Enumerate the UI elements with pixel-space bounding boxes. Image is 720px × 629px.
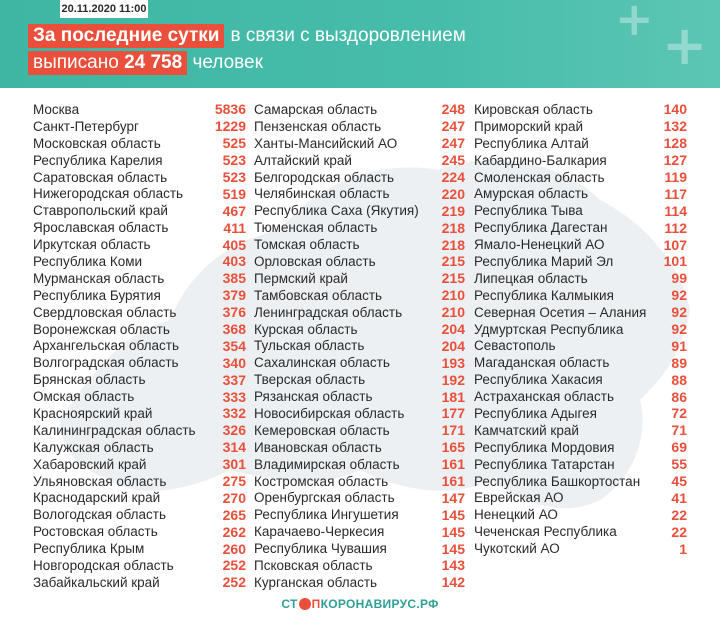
region-name: Республика Адыгея	[474, 405, 597, 421]
region-row	[474, 388, 687, 405]
region-count: 219	[441, 202, 465, 219]
region-row	[474, 422, 687, 439]
region-name: Республика Крым	[33, 541, 145, 557]
region-name: Республика Дагестан	[474, 220, 608, 236]
region-row	[254, 523, 465, 540]
region-count: 99	[671, 270, 687, 287]
footer-logo	[0, 597, 720, 611]
region-count: 55	[671, 456, 687, 473]
region-name: Новосибирская область	[254, 405, 405, 421]
region-row	[33, 101, 246, 118]
region-count: 92	[671, 287, 687, 304]
region-count: 248	[441, 101, 465, 118]
region-count: 1	[679, 540, 687, 557]
region-row	[254, 185, 465, 202]
region-row	[254, 321, 465, 338]
region-count: 204	[441, 337, 465, 354]
region-name: Брянская область	[33, 372, 146, 388]
region-name: Московская область	[33, 135, 161, 151]
region-row	[33, 321, 246, 338]
region-count: 204	[441, 321, 465, 338]
region-row	[474, 304, 687, 321]
region-name: Забайкальский край	[33, 574, 160, 590]
region-name: Кемеровская область	[254, 422, 390, 438]
region-row	[474, 540, 687, 557]
region-name: Курганская область	[254, 574, 378, 590]
region-count: 262	[222, 523, 246, 540]
region-name: Смоленская область	[474, 169, 605, 185]
medical-cross-icon: +	[615, 0, 654, 46]
region-row	[33, 388, 246, 405]
region-count: 71	[671, 422, 687, 439]
region-row	[33, 185, 246, 202]
region-row	[33, 304, 246, 321]
region-count: 145	[441, 523, 465, 540]
region-row	[254, 574, 465, 591]
region-name: Республика Марий Эл	[474, 253, 614, 269]
region-count: 220	[441, 185, 465, 202]
region-name: Пермский край	[254, 270, 348, 286]
region-row	[33, 135, 246, 152]
region-row	[474, 354, 687, 371]
region-count: 260	[222, 540, 246, 557]
region-row	[254, 489, 465, 506]
region-name: Омская область	[33, 389, 135, 405]
region-name: Иркутская область	[33, 237, 151, 253]
region-count: 218	[441, 236, 465, 253]
region-count: 224	[441, 169, 465, 185]
region-row	[474, 101, 687, 118]
region-row	[33, 540, 246, 557]
region-count: 101	[663, 253, 687, 270]
region-name: Республика Саха (Якутия)	[254, 203, 419, 219]
region-row	[33, 506, 246, 523]
region-count: 405	[222, 236, 246, 253]
discharged-unit: человек	[192, 52, 263, 73]
region-count: 171	[441, 422, 465, 439]
region-count: 107	[663, 236, 687, 253]
region-name: Республика Ингушетия	[254, 507, 399, 523]
region-row	[254, 118, 465, 135]
region-count: 112	[664, 219, 687, 236]
region-count: 114	[664, 202, 687, 219]
region-count: 340	[222, 354, 246, 371]
region-row	[474, 236, 687, 253]
region-name: Оренбургская область	[254, 490, 395, 506]
region-name: Республика Татарстан	[474, 456, 615, 472]
regions-column-2	[254, 101, 465, 591]
region-row	[254, 388, 465, 405]
region-row	[254, 236, 465, 253]
region-name: Северная Осетия – Алания	[474, 304, 647, 320]
region-name: Пензенская область	[254, 118, 382, 134]
region-name: Ненецкий АО	[474, 507, 558, 523]
region-count: 265	[222, 506, 246, 523]
region-name: Краснодарский край	[33, 490, 161, 506]
region-count: 140	[663, 101, 687, 118]
region-name: Кировская область	[474, 101, 593, 117]
region-count: 92	[671, 304, 687, 321]
region-row	[33, 337, 246, 354]
region-row	[474, 321, 687, 338]
region-name: Сахалинская область	[254, 355, 390, 371]
region-count: 368	[222, 321, 246, 338]
region-name: Ивановская область	[254, 439, 382, 455]
region-count: 69	[671, 439, 687, 456]
region-count: 145	[441, 540, 465, 557]
region-count: 117	[664, 185, 687, 202]
region-name: Тульская область	[254, 338, 365, 354]
title-highlight: За последние сутки	[28, 24, 224, 48]
region-row	[474, 405, 687, 422]
region-count: 247	[441, 118, 465, 135]
region-count: 119	[664, 169, 687, 185]
region-name: Республика Калмыкия	[474, 287, 614, 303]
region-row	[33, 118, 246, 135]
region-name: Республика Карелия	[33, 152, 163, 168]
region-count: 45	[671, 473, 687, 490]
region-row	[33, 169, 246, 186]
region-count: 86	[671, 388, 687, 405]
region-name: Ярославская область	[33, 220, 169, 236]
region-count: 210	[441, 304, 465, 321]
region-row	[474, 202, 687, 219]
region-row	[254, 405, 465, 422]
region-name: Санкт-Петербург	[33, 118, 139, 134]
region-count: 132	[663, 118, 687, 135]
regions-column-1	[33, 101, 246, 591]
region-name: Ростовская область	[33, 524, 158, 540]
region-name: Республика Коми	[33, 253, 143, 269]
region-count: 411	[223, 219, 246, 236]
region-count: 247	[441, 135, 465, 152]
region-count: 88	[671, 371, 687, 388]
region-row	[254, 270, 465, 287]
region-name: Белгородская область	[254, 169, 395, 185]
region-row	[33, 405, 246, 422]
region-count: 215	[441, 270, 465, 287]
region-count: 215	[441, 253, 465, 270]
region-name: Орловская область	[254, 253, 376, 269]
region-name: Чеченская Республика	[474, 524, 617, 540]
region-count: 192	[441, 371, 465, 388]
region-row	[474, 287, 687, 304]
region-row	[474, 135, 687, 152]
regions-column-3	[474, 101, 687, 557]
region-name: Тамбовская область	[254, 287, 383, 303]
region-row	[33, 287, 246, 304]
region-name: Республика Тыва	[474, 203, 583, 219]
region-name: Саратовская область	[33, 169, 168, 185]
region-count: 326	[222, 422, 246, 439]
region-row	[33, 422, 246, 439]
region-count: 218	[441, 219, 465, 236]
region-row	[474, 489, 687, 506]
region-row	[254, 152, 465, 169]
title-line-1	[28, 24, 466, 48]
region-row	[254, 473, 465, 490]
region-row	[474, 523, 687, 540]
region-name: Чукотский АО	[474, 541, 560, 557]
region-row	[33, 219, 246, 236]
region-row	[474, 439, 687, 456]
region-name: Калининградская область	[33, 422, 196, 438]
region-count: 181	[441, 388, 465, 405]
region-row	[254, 354, 465, 371]
region-row	[474, 456, 687, 473]
region-name: Владимирская область	[254, 456, 400, 472]
region-count: 376	[222, 304, 246, 321]
region-name: Тверская область	[254, 372, 366, 388]
region-count: 22	[671, 523, 687, 540]
region-count: 333	[222, 388, 246, 405]
logo-text-end: КОРОНАВИРУС.РФ	[320, 597, 439, 611]
region-count: 5836	[214, 101, 246, 118]
region-name: Архангельская область	[33, 338, 180, 354]
region-name: Республика Чувашия	[254, 541, 387, 557]
region-count: 354	[222, 337, 246, 354]
region-name: Ульяновская область	[33, 473, 167, 489]
region-count: 91	[671, 337, 687, 354]
title-rest: в связи с выздоровлением	[230, 25, 466, 46]
region-name: Кабардино-Балкария	[474, 152, 607, 168]
region-row	[254, 304, 465, 321]
region-count: 147	[441, 489, 465, 506]
logo-text-start: СТ	[281, 597, 298, 611]
region-row	[474, 371, 687, 388]
region-count: 337	[222, 371, 246, 388]
region-name: Тюменская область	[254, 220, 378, 236]
region-count: 525	[222, 135, 246, 152]
region-row	[474, 169, 687, 186]
region-name: Костромская область	[254, 473, 389, 489]
region-name: Алтайский край	[254, 152, 352, 168]
region-row	[33, 202, 246, 219]
region-row	[254, 371, 465, 388]
region-row	[254, 557, 465, 574]
region-count: 41	[671, 489, 687, 506]
region-name: Республика Алтай	[474, 135, 589, 151]
region-count: 142	[441, 574, 465, 591]
region-row	[474, 152, 687, 169]
region-name: Москва	[33, 101, 80, 117]
region-row	[33, 574, 246, 591]
region-row	[33, 371, 246, 388]
region-name: Магаданская область	[474, 355, 610, 371]
region-row	[33, 152, 246, 169]
region-row	[254, 540, 465, 557]
region-count: 92	[671, 321, 687, 338]
region-row	[33, 439, 246, 456]
region-count: 89	[671, 354, 687, 371]
header-banner	[0, 0, 720, 88]
region-name: Калужская область	[33, 439, 154, 455]
region-name: Ямало-Ненецкий АО	[474, 237, 605, 253]
region-count: 301	[222, 456, 246, 473]
region-row	[33, 456, 246, 473]
region-row	[474, 506, 687, 523]
region-name: Челябинская область	[254, 186, 390, 202]
region-name: Мурманская область	[33, 270, 165, 286]
region-count: 127	[663, 152, 687, 169]
region-name: Новгородская область	[33, 557, 174, 573]
region-name: Рязанская область	[254, 389, 373, 405]
title-line-2	[28, 51, 263, 75]
region-row	[33, 270, 246, 287]
region-count: 523	[222, 152, 246, 169]
region-row	[33, 253, 246, 270]
region-name: Воронежская область	[33, 321, 170, 337]
region-name: Карачаево-Черкесия	[254, 524, 385, 540]
region-name: Красноярский край	[33, 405, 153, 421]
region-row	[254, 422, 465, 439]
region-count: 252	[222, 574, 246, 591]
region-row	[474, 118, 687, 135]
region-name: Ленинградская область	[254, 304, 403, 320]
region-name: Ханты-Мансийский АО	[254, 135, 398, 151]
region-name: Удмуртская Республика	[474, 321, 624, 337]
region-count: 143	[441, 557, 465, 574]
region-row	[33, 354, 246, 371]
region-name: Амурская область	[474, 186, 589, 202]
region-name: Севастополь	[474, 338, 556, 354]
region-name: Камчатский край	[474, 422, 579, 438]
region-row	[33, 489, 246, 506]
region-count: 252	[222, 557, 246, 574]
logo-text-mid: П	[311, 597, 321, 611]
medical-cross-icon-large: +	[662, 14, 708, 77]
region-count: 275	[222, 473, 246, 490]
region-name: Республика Мордовия	[474, 439, 615, 455]
region-name: Республика Бурятия	[33, 287, 161, 303]
region-row	[254, 219, 465, 236]
region-row	[474, 219, 687, 236]
discharged-total: 24 758	[124, 52, 183, 73]
region-row	[254, 253, 465, 270]
region-name: Волгоградская область	[33, 355, 179, 371]
region-count: 332	[222, 405, 246, 422]
region-name: Курская область	[254, 321, 358, 337]
region-count: 193	[441, 354, 465, 371]
region-row	[474, 270, 687, 287]
region-name: Ставропольский край	[33, 203, 168, 219]
region-count: 1229	[214, 118, 246, 135]
region-name: Липецкая область	[474, 270, 588, 286]
region-count: 165	[441, 439, 465, 456]
region-name: Нижегородская область	[33, 186, 184, 202]
region-count: 385	[222, 270, 246, 287]
discharged-highlight	[28, 51, 187, 75]
region-row	[254, 456, 465, 473]
region-count: 145	[441, 506, 465, 523]
region-count: 161	[441, 473, 465, 490]
region-row	[474, 473, 687, 490]
region-row	[33, 473, 246, 490]
region-count: 210	[441, 287, 465, 304]
region-count: 403	[222, 253, 246, 270]
region-row	[33, 236, 246, 253]
discharged-label: выписано	[33, 52, 119, 73]
region-count: 177	[441, 405, 465, 422]
region-name: Хабаровский край	[33, 456, 147, 472]
region-row	[254, 439, 465, 456]
region-count: 72	[671, 405, 687, 422]
region-count: 270	[222, 489, 246, 506]
region-count: 22	[671, 506, 687, 523]
region-count: 523	[222, 169, 246, 185]
region-name: Республика Башкортостан	[474, 473, 641, 489]
region-count: 467	[222, 202, 246, 219]
region-name: Самарская область	[254, 101, 378, 117]
region-name: Томская область	[254, 237, 360, 253]
region-name: Свердловская область	[33, 304, 177, 320]
stop-virus-icon	[299, 598, 311, 610]
region-row	[254, 169, 465, 186]
region-row	[254, 101, 465, 118]
region-name: Еврейская АО	[474, 490, 564, 506]
region-name: Республика Хакасия	[474, 372, 603, 388]
region-row	[254, 506, 465, 523]
region-row	[33, 523, 246, 540]
region-name: Приморский край	[474, 118, 584, 134]
region-count: 161	[441, 456, 465, 473]
region-count: 245	[441, 152, 465, 169]
region-count: 128	[663, 135, 687, 152]
region-row	[254, 202, 465, 219]
region-count: 519	[222, 185, 246, 202]
region-row	[33, 557, 246, 574]
date-badge: 20.11.2020 11:00	[60, 0, 148, 18]
region-count: 314	[222, 439, 246, 456]
region-row	[254, 337, 465, 354]
region-row	[474, 253, 687, 270]
region-row	[254, 287, 465, 304]
region-name: Астраханская область	[474, 389, 615, 405]
region-name: Вологодская область	[33, 507, 166, 523]
region-row	[254, 135, 465, 152]
region-count: 379	[222, 287, 246, 304]
region-row	[474, 185, 687, 202]
region-row	[474, 337, 687, 354]
region-name: Псковская область	[254, 557, 373, 573]
